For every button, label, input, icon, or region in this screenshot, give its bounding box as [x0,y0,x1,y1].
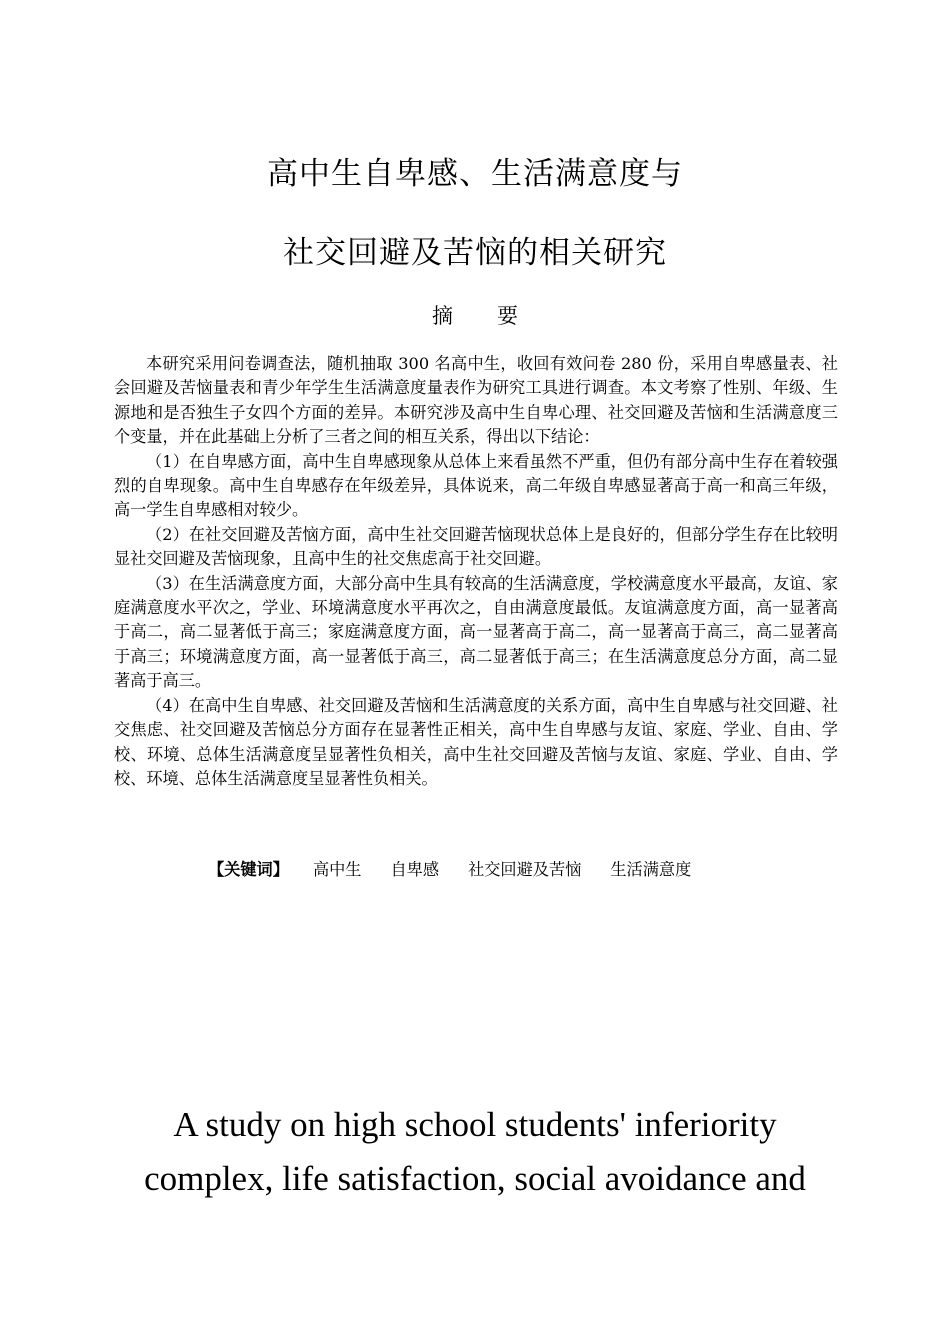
keyword-3: 社交回避及苦恼 [468,860,582,879]
abstract-point-4: （4）在高中生自卑感、社交回避及苦恼和生活满意度的关系方面，高中生自卑感与社交回避、社交焦虑、社交回避及苦恼总分方面存在显著性正相关，高中生自卑感与友谊、家庭、学业、自由、学校、环境、总体生活满意度呈显著性负相关，高中生社交回避及苦恼与友谊、家庭、学业、自由、学校、环境、总体生活满意度呈显著性负相关。 [114,695,838,788]
keyword-2: 自卑感 [390,860,440,879]
abstract-body [114,352,838,791]
title-line-2: 社交回避及苦恼的相关研究 [283,235,667,271]
title-line-1: 高中生自卑感、生活满意度与 [267,156,683,192]
english-title-line-1: A study on high school students' inferiority [173,1105,777,1144]
keywords [208,858,720,882]
english-title [0,1098,950,1206]
keywords-label: 【关键词】 [208,860,289,879]
keyword-4: 生活满意度 [610,860,692,879]
keyword-1: 高中生 [312,860,362,879]
abstract-point-2: （2）在社交回避及苦恼方面，高中生社交回避苦恼现状总体上是良好的，但部分学生存在比较明显社交回避及苦恼现象，且高中生的社交焦虑高于社交回避。 [114,524,838,569]
abstract-point-1: （1）在自卑感方面，高中生自卑感现象从总体上来看虽然不严重，但仍有部分高中生存在着较强烈的自卑现象。高中生自卑感存在年级差异，具体说来，高二年级自卑感显著高于高一和高三年级，高一学生自卑感相对较少。 [114,451,838,520]
abstract-point-3: （3）在生活满意度方面，大部分高中生具有较高的生活满意度，学校满意度水平最高，友谊、家庭满意度水平次之，学业、环境满意度水平再次之，自由满意度最低。友谊满意度方面，高一显著高于高二，高二显著低于高三；家庭满意度方面，高一显著高于高二，高一显著高于高三，高二显著高于高三；环境满意度方面，高一显著低于高三，高二显著低于高三；在生活满意度总分方面，高二显著高于高三。 [114,573,838,691]
english-title-line-2: complex, life satisfaction, social avoidance and [144,1159,806,1198]
abstract-heading-char-1: 摘 [432,304,453,328]
abstract-heading-char-2: 要 [497,304,518,328]
abstract-heading [0,300,950,330]
abstract-intro: 本研究采用问卷调查法，随机抽取 300 名高中生，收回有效问卷 280 份，采用自卑感量表、社会回避及苦恼量表和青少年学生生活满意度量表作为研究工具进行调查。本文考察了性别、年级、生源地和是否独生子女四个方面的差异。本研究涉及高中生自卑心理、社交回避及苦恼和生活满意度三个变量，并在此基础上分析了三者之间的相互关系，得出以下结论： [114,354,838,447]
